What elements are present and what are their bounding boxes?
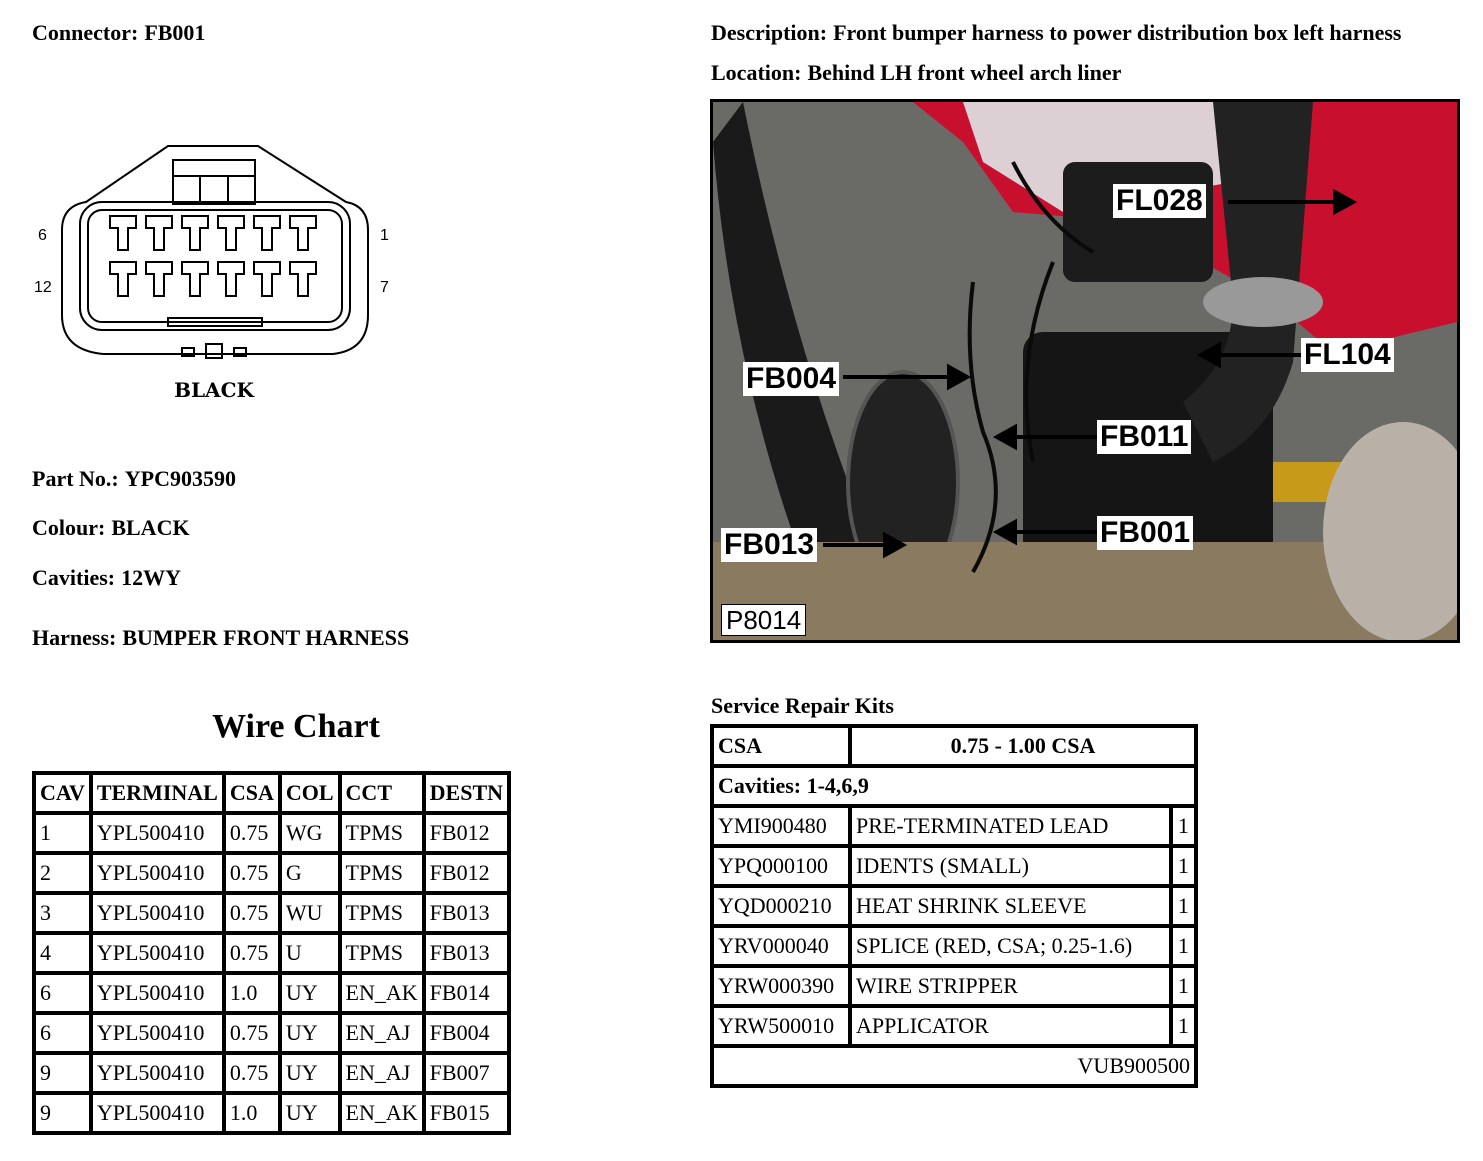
part-no: Part No.: YPC903590 — [32, 466, 236, 491]
cell-terminal: YPL500410 — [93, 815, 222, 851]
cell-terminal: YPL500410 — [93, 1055, 222, 1091]
wire-chart-row — [36, 815, 507, 851]
kit-qty: 1 — [1173, 968, 1194, 1004]
cell-destn: FB014 — [426, 975, 507, 1011]
location-label: Location: Behind LH front wheel arch liner — [711, 60, 1122, 85]
diagram-colour-caption: BLACK — [174, 378, 254, 402]
connector-value: FB001 — [144, 20, 206, 45]
cell-cct: EN_AK — [342, 975, 422, 1011]
cell-terminal: YPL500410 — [93, 935, 222, 971]
wire-chart-row — [36, 1095, 507, 1131]
kit-part-no: YRV000040 — [714, 928, 848, 964]
cell-col: UY — [282, 975, 338, 1011]
kit-item-row — [714, 968, 1194, 1004]
cell-destn: FB013 — [426, 935, 507, 971]
colour: Colour: BLACK — [32, 515, 190, 540]
cell-cct: TPMS — [342, 895, 422, 931]
pin-cavity — [290, 262, 316, 296]
kit-description: WIRE STRIPPER — [852, 968, 1169, 1004]
cell-col: G — [282, 855, 338, 891]
description-label: Description: Front bumper harness to power distribution box left harness — [711, 20, 1402, 45]
kit-qty: 1 — [1173, 888, 1194, 924]
kit-part-no: YQD000210 — [714, 888, 848, 924]
pin-cavity — [290, 216, 316, 250]
cell-terminal: YPL500410 — [93, 855, 222, 891]
kits-number-row — [714, 1048, 1194, 1084]
cell-destn: FB012 — [426, 855, 507, 891]
cell-destn: FB004 — [426, 1015, 507, 1051]
cell-cct: TPMS — [342, 855, 422, 891]
description-value: Front bumper harness to power distribution box left harness — [833, 20, 1402, 45]
pin-cavity — [146, 216, 172, 250]
cell-cct: EN_AJ — [342, 1015, 422, 1051]
cell-destn: FB012 — [426, 815, 507, 851]
callout-fl104: FL104 — [1301, 338, 1394, 372]
cell-col: U — [282, 935, 338, 971]
col-csa: CSA — [226, 775, 278, 811]
pin-cavity — [146, 262, 172, 296]
kit-qty: 1 — [1173, 928, 1194, 964]
cell-cav: 6 — [36, 1015, 89, 1051]
wire-chart-table — [32, 771, 511, 1135]
harness: Harness: BUMPER FRONT HARNESS — [32, 625, 410, 650]
cell-csa: 0.75 — [226, 855, 278, 891]
cell-cav: 2 — [36, 855, 89, 891]
kit-part-no: YPQ000100 — [714, 848, 848, 884]
cell-col: UY — [282, 1015, 338, 1051]
callout-fb001: FB001 — [1097, 516, 1193, 550]
pin-1-label: 1 — [380, 227, 389, 244]
wire-chart-row — [36, 975, 507, 1011]
wire-chart-title: Wire Chart — [212, 708, 380, 745]
cell-terminal: YPL500410 — [93, 1015, 222, 1051]
pin-12-label: 12 — [34, 279, 52, 296]
pin-cavity — [218, 262, 244, 296]
cell-terminal: YPL500410 — [93, 1095, 222, 1131]
cell-col: WU — [282, 895, 338, 931]
col-col: COL — [282, 775, 338, 811]
cell-cav: 3 — [36, 895, 89, 931]
cell-cav: 4 — [36, 935, 89, 971]
kit-qty: 1 — [1173, 808, 1194, 844]
service-kits-heading: Service Repair Kits — [711, 693, 894, 718]
kit-item-row — [714, 888, 1194, 924]
col-terminal: TERMINAL — [93, 775, 222, 811]
pin-cavity — [182, 262, 208, 296]
pin-cavity — [110, 216, 136, 250]
pin-6-label: 6 — [38, 227, 47, 244]
cell-cav: 6 — [36, 975, 89, 1011]
cell-cct: EN_AJ — [342, 1055, 422, 1091]
kit-number: VUB900500 — [714, 1048, 1194, 1084]
cell-destn: FB015 — [426, 1095, 507, 1131]
cell-csa: 0.75 — [226, 815, 278, 851]
kit-description: HEAT SHRINK SLEEVE — [852, 888, 1169, 924]
col-destn: DESTN — [426, 775, 507, 811]
kit-item-row — [714, 1008, 1194, 1044]
kits-csa-value: 0.75 - 1.00 CSA — [852, 728, 1194, 764]
cell-cct: EN_AK — [342, 1095, 422, 1131]
callout-fb011: FB011 — [1097, 420, 1191, 454]
photo-code: P8014 — [721, 604, 806, 636]
kit-item-row — [714, 808, 1194, 844]
kit-qty: 1 — [1173, 1008, 1194, 1044]
cell-csa: 0.75 — [226, 935, 278, 971]
kit-qty: 1 — [1173, 848, 1194, 884]
kits-cavities: Cavities: 1-4,6,9 — [714, 768, 1194, 804]
pin-cavity — [182, 216, 208, 250]
location-value: Behind LH front wheel arch liner — [807, 60, 1122, 85]
kit-part-no: YRW500010 — [714, 1008, 848, 1044]
callout-fl028: FL028 — [1113, 184, 1206, 218]
kit-description: SPLICE (RED, CSA; 0.25-1.6) — [852, 928, 1169, 964]
wire-chart-row — [36, 855, 507, 891]
wire-chart-row — [36, 1055, 507, 1091]
pin-7-label: 7 — [380, 279, 389, 296]
cell-cav: 9 — [36, 1095, 89, 1131]
callout-fb013: FB013 — [721, 528, 817, 562]
cell-csa: 0.75 — [226, 895, 278, 931]
cell-destn: FB013 — [426, 895, 507, 931]
cell-csa: 1.0 — [226, 1095, 278, 1131]
service-kits-table — [710, 724, 1198, 1088]
wire-chart-row — [36, 1015, 507, 1051]
cell-col: UY — [282, 1095, 338, 1131]
wire-chart-row — [36, 935, 507, 971]
pin-cavity — [254, 262, 280, 296]
kit-description: IDENTS (SMALL) — [852, 848, 1169, 884]
kit-part-no: YMI900480 — [714, 808, 848, 844]
pin-cavity — [254, 216, 280, 250]
col-cct: CCT — [342, 775, 422, 811]
cell-csa: 0.75 — [226, 1015, 278, 1051]
cell-cav: 9 — [36, 1055, 89, 1091]
kit-item-row — [714, 848, 1194, 884]
kit-part-no: YRW000390 — [714, 968, 848, 1004]
pin-cavity — [218, 216, 244, 250]
kit-description: PRE-TERMINATED LEAD — [852, 808, 1169, 844]
cell-cct: TPMS — [342, 815, 422, 851]
col-cav: CAV — [36, 775, 89, 811]
kit-description: APPLICATOR — [852, 1008, 1169, 1044]
kits-cavities-row — [714, 768, 1194, 804]
cavities: Cavities: 12WY — [32, 565, 181, 590]
cell-cct: TPMS — [342, 935, 422, 971]
kits-csa-row — [714, 728, 1194, 764]
kits-csa-label: CSA — [714, 728, 848, 764]
kit-item-row — [714, 928, 1194, 964]
connector-face-diagram — [28, 140, 408, 410]
cell-terminal: YPL500410 — [93, 895, 222, 931]
pin-cavity — [110, 262, 136, 296]
cell-destn: FB007 — [426, 1055, 507, 1091]
wire-chart-row — [36, 895, 507, 931]
wire-chart-header-row — [36, 775, 507, 811]
callout-fb004: FB004 — [743, 362, 839, 396]
cell-csa: 0.75 — [226, 1055, 278, 1091]
cell-col: WG — [282, 815, 338, 851]
connector-label: Connector: FB001 — [32, 20, 206, 45]
cell-csa: 1.0 — [226, 975, 278, 1011]
cell-cav: 1 — [36, 815, 89, 851]
cell-col: UY — [282, 1055, 338, 1091]
cell-terminal: YPL500410 — [93, 975, 222, 1011]
location-photo — [710, 99, 1460, 643]
